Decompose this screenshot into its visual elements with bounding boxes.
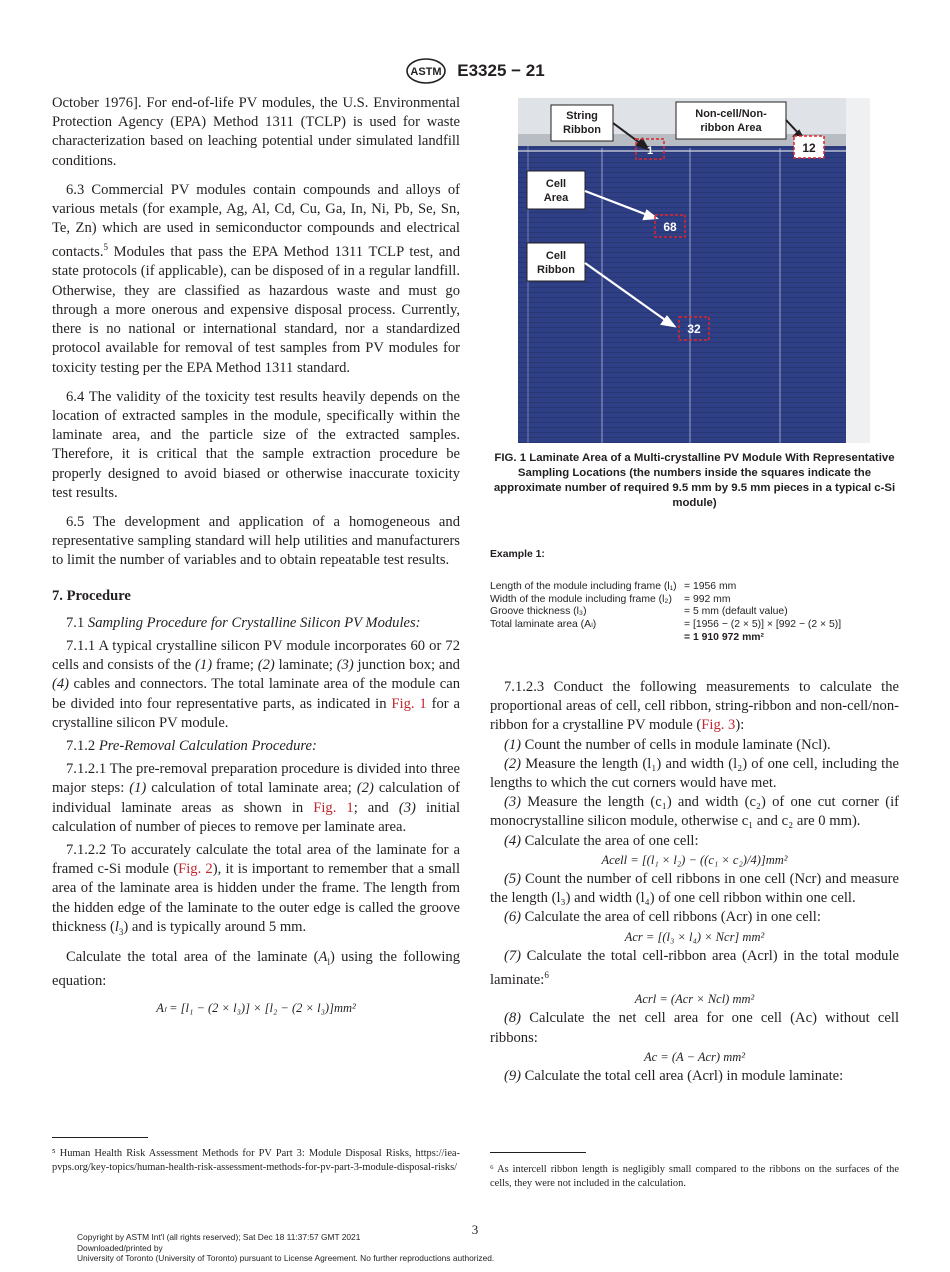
paragraph-6-3: 6.3 Commercial PV modules contain compounds and alloys of various metals (for example, Ag, Al, Cd, Cu, Ga, In, Ni, Pb, Se, Sn, Te, Zn) which are used in semiconductor compounds and electrical contacts.$^5$ Modules that pass the EPA Method 1311 TCLP test, and state protocols (if applicable), can be disposed of in a regular landfill. Otherwise, they are classified as hazardous waste and must go through a more onerous and expensive disposal process. Currently, there is no national or international standard, nor a standardized protocol available for removal of test samples from PV modules for toxicity testing per the EPA Method 1311 standard. (52, 181, 460, 376)
paragraph-6-4: 6.4 The validity of the toxicity test results heavily depends on the location of extracted samples in the module, specifically within the laminate area, and the particle size of the extracted samples. Therefore, it is critical that the sample extraction procedure be properly designed to avoid biased or otherwise inaccurate toxicity test results. (52, 388, 460, 501)
svg-text:68: 68 (663, 220, 677, 234)
sample-marker-non-cell (794, 136, 824, 158)
svg-text:Cell: Cell (545, 250, 567, 262)
right-column (490, 678, 899, 1086)
table-row: Total laminate area (Aₗ) = [1956 − (2 × 5)] × [992 − (2 × 5)] (490, 619, 842, 631)
svg-text:String: String (566, 110, 598, 122)
table-row: Width of the module including frame (l₂) = 992 mm (490, 593, 731, 605)
step-7: (7) Calculate the total cell-ribbon area (Acrl) in the total module laminate:$^6$ (490, 947, 899, 988)
table-row: Length of the module including frame (l₁) = 1956 mm (490, 580, 737, 592)
pv-module-photo (518, 98, 870, 443)
equation-cell-ribbon-area: Acr = [(l₃ × l₄) × Ncr] mm² (624, 929, 765, 944)
svg-text:Cell: Cell (545, 178, 567, 190)
example-title: Example 1: (490, 549, 545, 560)
paragraph-7-1: 7.1 Sampling Procedure for Crystalline Silicon PV Modules: (66, 614, 421, 631)
paragraph-calc-laminate: Calculate the total area of the laminate $(A_l)$ using the following equation: (52, 948, 461, 989)
paragraph-intro: October 1976]. For end-of-life PV modules, the U.S. Environmental Protection Agency (EPA) Method 1311 (TCLP) is used for waste characterization based on leaching potential under simulated landfill conditions. (52, 95, 460, 169)
label-non-cell-area (676, 102, 786, 139)
step-4: (4) Calculate the area of one cell: (504, 832, 699, 849)
svg-text:Non-cell/Non-: Non-cell/Non- (695, 108, 767, 120)
paragraph-6-5: 6.5 The development and application of a homogeneous and representative sampling standard will help utilities and manufacturers to limit the number of variables and to obtain repeatable test results. (52, 513, 460, 569)
step-3: (3) Measure the length (c₁) and width (c₂) of one cut corner (if monocrystalline silicon module, otherwise c₁ and c₂ are 0 mm). (490, 794, 899, 830)
label-cell-ribbon (527, 243, 585, 281)
step-8: (8) Calculate the net cell area for one cell (Ac) without cell ribbons: (490, 1010, 899, 1046)
footnote-divider-right (490, 1152, 586, 1153)
table-row: Groove thickness (l₃) = 5 mm (default value) (490, 606, 788, 618)
footnote-divider-left (52, 1137, 148, 1138)
copyright-notice: Copyright by ASTM Int'l (all rights reserved); Sat Dec 18 11:37:57 GMT 2021 Downloaded/printed by University of Toronto (University of Toronto) pursuant to License Agreement. No further reproductions authorized. (77, 1232, 495, 1264)
svg-text:32: 32 (687, 322, 701, 336)
step-9: (9) Calculate the total cell area (Acrl) in module laminate: (504, 1067, 844, 1084)
example-table (490, 581, 899, 645)
paragraph-7-1-2-3: 7.1.2.3 Conduct the following measurements to calculate the proportional areas of cell, cell ribbon, string-ribbon and non-cell/non-ribbon for a crystalline PV module (Fig. 3): (490, 679, 899, 734)
svg-text:Area: Area (543, 192, 569, 204)
paragraph-7-1-2: 7.1.2 Pre-Removal Calculation Procedure: (66, 737, 317, 754)
paragraph-7-1-2-2: 7.1.2.2 To accurately calculate the total area of the laminate for a framed c-Si module (Fig. 2), it is important to remember that a small area of the laminate area is hidden under the frame. The length from the hidden edge of the laminate to the outer edge is called the groove thickness $(l_3)$ and is typically around 5 mm. (52, 841, 460, 937)
svg-text:ribbon Area: ribbon Area (700, 122, 762, 134)
step-6: (6) Calculate the area of cell ribbons (Acr) in one cell: (504, 909, 821, 926)
svg-text:12: 12 (802, 141, 816, 155)
standard-designation: E3325 − 21 (457, 61, 545, 80)
svg-text:Ribbon: Ribbon (563, 124, 601, 136)
label-cell-area (527, 171, 585, 209)
figure-1-pv-module (518, 98, 870, 443)
fig1-link-2[interactable]: Fig. 1 (313, 799, 354, 816)
footnote-ref-5[interactable]: 5 (103, 242, 108, 253)
example-result: = 1 910 972 mm² (684, 631, 765, 643)
fig3-link[interactable]: Fig. 3 (701, 717, 736, 734)
paragraph-7-1-1: 7.1.1 A typical crystalline silicon PV module incorporates 60 or 72 cells and consists of the (1) frame; (2) laminate; (3) junction box; and (4) cables and connectors. The total laminate area of the module can be divided into four representative parts, as indicated in Fig. 1 for a crystalline silicon PV module. (52, 637, 461, 731)
page-header (0, 58, 950, 84)
fig2-link[interactable]: Fig. 2 (178, 861, 213, 878)
label-string-ribbon (551, 105, 613, 141)
figure-1-caption: FIG. 1 Laminate Area of a Multi-crystalline PV Module With Representative Sampling Locations (the numbers inside the squares indicate the approximate number of required 9.5 mm by 9.5 mm pieces in a typical c-Si module) (493, 452, 896, 509)
step-1: (1) Count the number of cells in module laminate (Ncl). (504, 736, 831, 753)
step-2: (2) Measure the length (l₁) and width (l₂) of one cell, including the lengths to which the cut corners would have met. (490, 755, 899, 792)
page-number: 3 (471, 1222, 479, 1237)
fig1-link[interactable]: Fig. 1 (391, 695, 427, 712)
left-column (52, 94, 460, 1018)
equation-laminate-area: Aₗ = [l₁ − (2 × l₃)] × [l₂ − (2 × l₃)]mm² (156, 1001, 356, 1016)
paragraph-7-1-2-1: 7.1.2.1 The pre-removal preparation procedure is divided into three major steps: (1) calculation of total laminate area; (2) calculation of individual laminate areas as shown in Fig. 1; and (3) initial calculation of number of pieces to remove per laminate area. (52, 761, 461, 835)
step-5: (5) Count the number of cell ribbons in one cell (Ncr) and measure the length (l₃) and width (l₄) of one cell ribbon within one cell. (490, 871, 899, 907)
example-1 (490, 549, 899, 645)
footnote-5: ⁵ Human Health Risk Assessment Methods for PV Part 3: Module Disposal Risks, https://iea-pvps.org/key-topics/human-health-risk-assessment-methods-for-pv-part-3-module-disposal-risks/ (52, 1148, 460, 1173)
table-row (490, 632, 899, 645)
svg-text:ASTM: ASTM (410, 66, 442, 78)
equation-cell-area: Acell = [(l₁ × l₂) − ((c₁ × c₂)/4)]mm² (601, 852, 788, 867)
footnote-ref-6[interactable]: 6 (544, 970, 549, 981)
svg-text:1: 1 (646, 145, 654, 157)
equation-total-ribbon-area: Acrl = (Acr × Ncl) mm² (634, 992, 755, 1007)
section-heading-procedure: 7. Procedure (52, 587, 131, 604)
equation-net-cell-area: Ac = (A − Acr) mm² (643, 1049, 746, 1064)
astm-logo-icon (405, 58, 447, 84)
svg-text:Ribbon: Ribbon (537, 264, 575, 276)
footnote-6: ⁶ As intercell ribbon length is negligibly small compared to the ribbons on the surfaces of the cells, they were not included in the calculation. (490, 1164, 899, 1189)
